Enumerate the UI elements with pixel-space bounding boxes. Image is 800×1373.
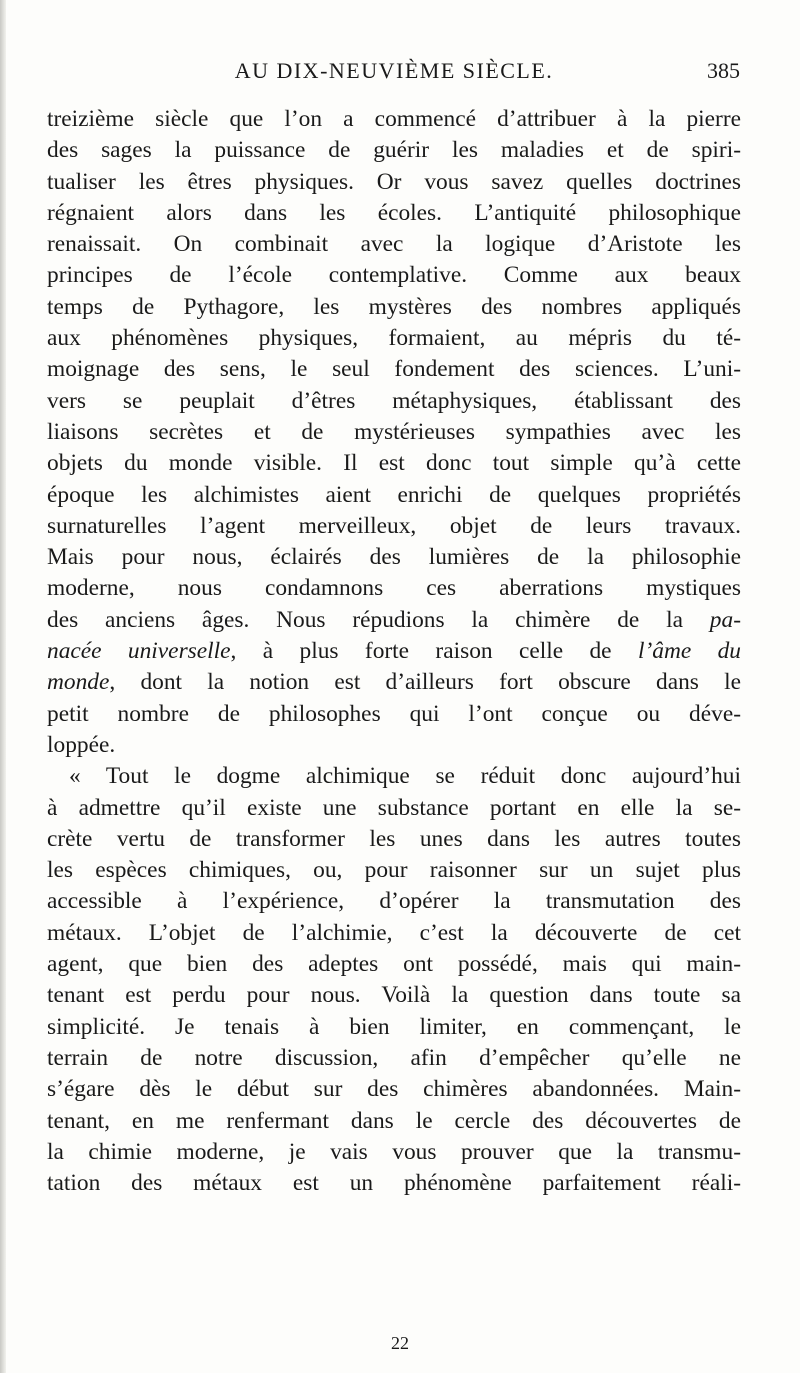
text-line: tenant, en me renfermant dans le cercle des découvertes de	[47, 1107, 741, 1134]
running-title: AU DIX-NEUVIÈME SIÈCLE.	[234, 58, 554, 83]
text-line: régnaient alors dans les écoles. L’antiquité philosophique	[47, 199, 741, 226]
text-line: s’égare dès le début sur des chimères abandonnées. Main-	[47, 1076, 741, 1103]
text-line: agent, que bien des adeptes ont possédé, mais qui main-	[47, 951, 741, 978]
text-line: la chimie moderne, je vais vous prouver que la transmu-	[47, 1138, 741, 1165]
italic-segment: nacée universelle	[47, 638, 231, 665]
text-line: objets du monde visible. Il est donc tout simple qu’à cette	[47, 450, 741, 477]
text-line: époque les alchimistes aient enrichi de quelques propriétés	[47, 481, 741, 508]
running-head	[48, 58, 740, 88]
italic-segment: pa-	[709, 606, 741, 633]
text-segment: , dont la notion est d’ailleurs fort obscure dans le	[109, 669, 741, 696]
text-line: surnaturelles l’agent merveilleux, objet de leurs travaux.	[47, 512, 741, 539]
text-line: renaissait. On combinait avec la logique d’Aristote les	[47, 231, 741, 258]
page-spine-shadow	[0, 0, 6, 1373]
text-line	[47, 636, 741, 667]
text-line: treizième siècle que l’on a commencé d’attribuer à la pierre	[47, 106, 741, 132]
text-line: tenant est perdu pour nous. Voilà la question dans toute sa	[47, 982, 741, 1009]
text-line: aux phénomènes physiques, formaient, au mépris du té-	[47, 325, 741, 352]
text-line	[47, 605, 741, 636]
text-line: petit nombre de philosophes qui l’ont conçue ou déve-	[47, 700, 741, 727]
text-line: principes de l’école contemplative. Comme aux beaux	[47, 262, 741, 289]
text-line: tation des métaux est un phénomène parfaitement réali-	[47, 1170, 741, 1197]
text-segment: des anciens âges. Nous répudions la chimère de la	[47, 606, 683, 633]
text-line: à admettre qu’il existe une substance portant en elle la se-	[47, 794, 741, 821]
text-line: vers se peuplait d’êtres métaphysiques, établissant des	[47, 387, 741, 414]
text-line: moignage des sens, le seul fondement des sciences. L’uni-	[47, 356, 741, 383]
text-line: métaux. L’objet de l’alchimie, c’est la découverte de cet	[47, 919, 741, 946]
italic-segment: l’âme du	[637, 638, 741, 665]
text-line: simplicité. Je tenais à bien limiter, en commençant, le	[47, 1013, 741, 1040]
text-line: terrain de notre discussion, afin d’empêcher qu’elle ne	[47, 1044, 741, 1071]
text-line: Mais pour nous, éclairés des lumières de la philosophie	[47, 544, 741, 571]
body-text	[47, 104, 741, 1199]
text-line: accessible à l’expérience, d’opérer la transmutation des	[47, 888, 741, 915]
text-segment: , à plus forte raison celle de	[230, 638, 612, 665]
text-line: « Tout le dogme alchimique se réduit donc aujourd’hui	[69, 763, 741, 790]
text-line: liaisons secrètes et de mystérieuses sympathies avec les	[47, 418, 741, 445]
text-line: loppée.	[47, 731, 116, 758]
text-line: tualiser les êtres physiques. Or vous savez quelles doctrines	[47, 168, 741, 195]
text-line	[47, 667, 741, 698]
text-line: moderne, nous condamnons ces aberrations mystiques	[47, 575, 741, 602]
page-number: 385	[707, 58, 740, 83]
text-line: temps de Pythagore, les mystères des nombres appliqués	[47, 293, 741, 320]
text-line: crète vertu de transformer les unes dans les autres toutes	[47, 825, 741, 852]
text-line: les espèces chimiques, ou, pour raisonner sur un sujet plus	[47, 857, 741, 884]
signature-mark: 22	[391, 1333, 409, 1353]
italic-segment: monde	[47, 669, 110, 696]
text-line: des sages la puissance de guérir les maladies et de spiri-	[47, 137, 741, 164]
